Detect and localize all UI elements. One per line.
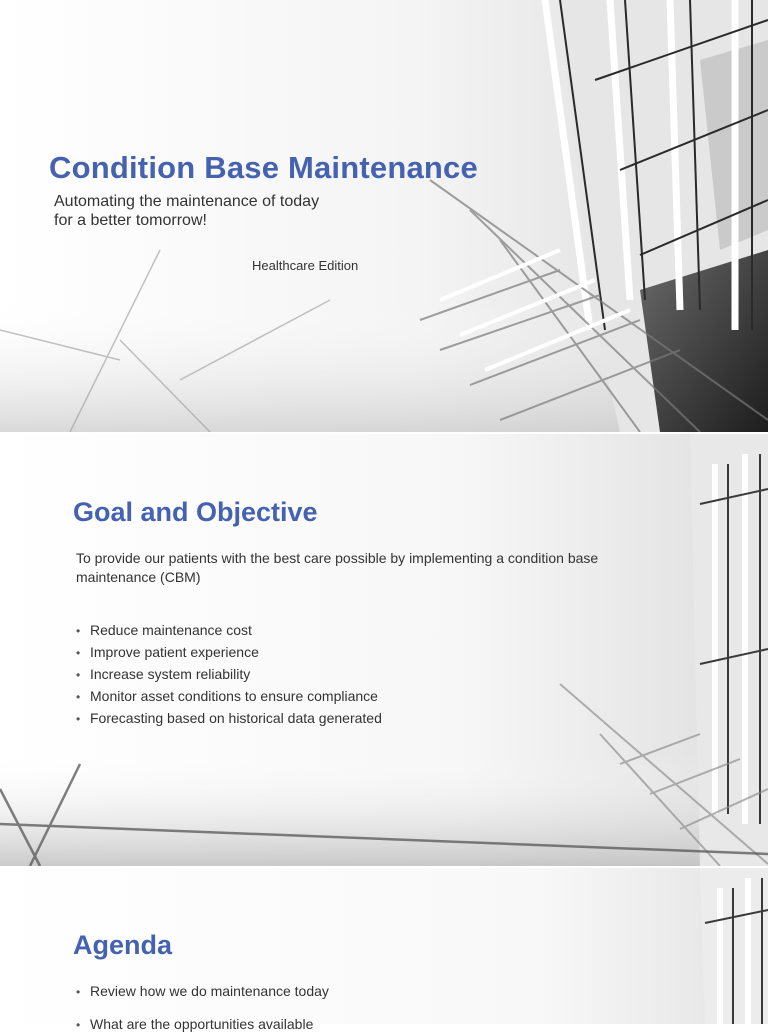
goal-paragraph-line-2: maintenance (CBM) — [76, 569, 201, 585]
list-item — [76, 1016, 313, 1032]
list-item-text: Review how we do maintenance today — [90, 983, 329, 999]
subtitle-line-2: for a better tomorrow! — [54, 212, 207, 229]
list-item — [76, 622, 252, 638]
bullet-icon: • — [76, 624, 81, 638]
list-item — [76, 983, 329, 999]
agenda-slide — [0, 868, 768, 1032]
list-item — [76, 688, 378, 704]
list-item-text: Increase system reliability — [90, 666, 251, 682]
bullet-icon: • — [76, 668, 81, 682]
bullet-icon: • — [76, 985, 81, 999]
list-item-text: Improve patient experience — [90, 644, 259, 660]
subtitle-line-1: Automating the maintenance of today — [54, 193, 320, 210]
bullet-icon: • — [76, 690, 81, 704]
goal-paragraph-line-1: To provide our patients with the best care possible by implementing a condition base — [76, 550, 599, 566]
bullet-icon: • — [76, 712, 81, 726]
edition-label: Healthcare Edition — [252, 258, 359, 273]
list-item-text: What are the opportunities available — [90, 1016, 314, 1032]
list-item — [76, 666, 250, 682]
bullet-icon: • — [76, 646, 81, 660]
list-item-text: Monitor asset conditions to ensure compliance — [90, 688, 378, 704]
goal-objective-slide — [0, 434, 768, 866]
list-item-text: Reduce maintenance cost — [90, 622, 252, 638]
presentation-title: Condition Base Maintenance — [49, 150, 478, 185]
agenda-heading: Agenda — [73, 930, 173, 960]
goal-heading: Goal and Objective — [73, 497, 318, 527]
list-item — [76, 710, 382, 726]
list-item-text: Forecasting based on historical data generated — [90, 710, 382, 726]
title-slide — [0, 0, 768, 432]
list-item — [76, 644, 259, 660]
bullet-icon: • — [76, 1018, 81, 1032]
